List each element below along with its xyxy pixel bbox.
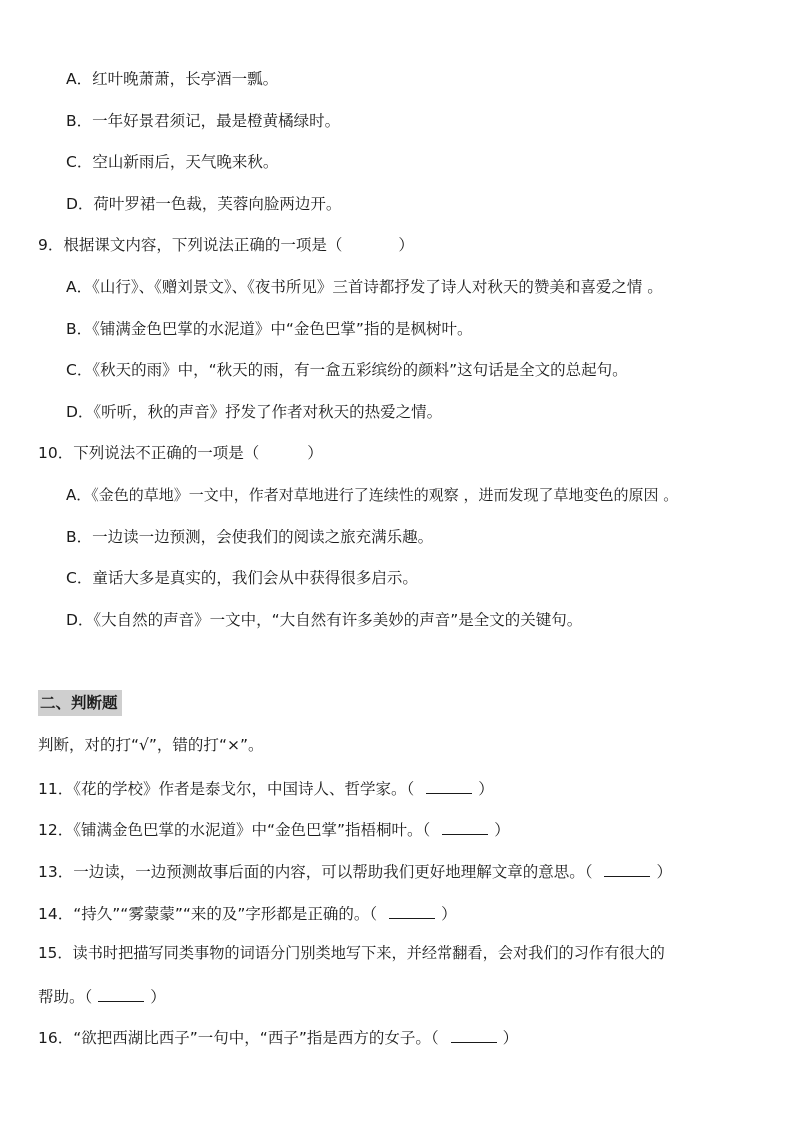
- judgment-11: [38, 776, 494, 800]
- q9-option-c: C．《秋天的雨》中，“秋天的雨，有一盒五彩缤纷的颜料”这句话是全文的总起句。: [66, 361, 628, 379]
- q10-option-b: B．一边读一边预测，会使我们的阅读之旅充满乐趣。: [66, 528, 434, 546]
- judgment-15-close: ）: [150, 988, 166, 1006]
- q8-option-a: A．红叶晚萧萧，长亭酒一瓢。: [66, 70, 279, 88]
- answer-blank[interactable]: [604, 859, 650, 877]
- q10-stem-text: 10．下列说法不正确的一项是（: [38, 444, 260, 462]
- q9-stem-text: 9．根据课文内容，下列说法正确的一项是（: [38, 236, 343, 254]
- judgment-11-text: 11．《花的学校》作者是泰戈尔，中国诗人、哲学家。（: [38, 780, 415, 798]
- judgment-15-cont: [38, 984, 166, 1008]
- judgment-13: [38, 859, 672, 883]
- section-title-judgment: 二、判断题: [38, 690, 122, 716]
- judgment-15-text: 15．读书时把描写同类事物的词语分门别类地写下来，并经常翻看，会对我们的习作有很大的: [38, 944, 665, 962]
- judgment-12: [38, 817, 510, 841]
- q10-option-c: C．童话大多是真实的，我们会从中获得很多启示。: [66, 569, 418, 587]
- answer-blank[interactable]: [98, 984, 144, 1002]
- judgment-13-text: 13．一边读，一边预测故事后面的内容，可以帮助我们更好地理解文章的意思。（: [38, 863, 593, 881]
- answer-blank[interactable]: [426, 776, 472, 794]
- q10-option-d: D．《大自然的声音》一文中，“大自然有许多美妙的声音”是全文的关键句。: [66, 611, 583, 629]
- judgment-12-close: ）: [494, 821, 510, 839]
- judgment-11-close: ）: [478, 780, 494, 798]
- q8-option-d: D．荷叶罗裙一色裁，芙蓉向脸两边开。: [66, 195, 342, 213]
- answer-blank[interactable]: [451, 1025, 497, 1043]
- q10-stem: [38, 442, 323, 464]
- q10-stem-close: ）: [307, 444, 323, 462]
- section-instruction: 判断，对的打“√”，错的打“×”。: [38, 736, 264, 754]
- q10-option-a: A．《金色的草地》一文中，作者对草地进行了连续性的观察 ，进而发现了草地变色的原因 。: [66, 486, 679, 504]
- judgment-15-cont-text: 帮助。（: [38, 988, 93, 1006]
- judgment-15: [38, 942, 665, 964]
- judgment-16: [38, 1025, 518, 1049]
- q9-option-d: D．《听听，秋的声音》抒发了作者对秋天的热爱之情。: [66, 403, 443, 421]
- answer-blank[interactable]: [442, 817, 488, 835]
- judgment-14-close: ）: [441, 905, 457, 923]
- judgment-16-close: ）: [502, 1029, 519, 1047]
- judgment-13-close: ）: [656, 863, 672, 881]
- judgment-14-text: 14．“持久”“雾蒙蒙”“来的及”字形都是正确的。（: [38, 905, 378, 923]
- judgment-12-text: 12．《铺满金色巴掌的水泥道》中“金色巴掌”指梧桐叶。（: [38, 821, 431, 839]
- q8-option-b: B．一年好景君须记，最是橙黄橘绿时。: [66, 112, 341, 130]
- q9-option-a: A．《山行》、《赠刘景文》、《夜书所见》三首诗都抒发了诗人对秋天的赞美和喜爱之情 。: [66, 278, 663, 296]
- q8-option-c: C．空山新雨后，天气晚来秋。: [66, 153, 279, 171]
- judgment-16-text: 16．“欲把西湖比西子”一句中，“西子”指是西方的女子。（: [38, 1029, 439, 1047]
- q9-stem: [38, 234, 414, 256]
- q9-stem-close: ）: [398, 236, 414, 254]
- judgment-14: [38, 901, 457, 925]
- answer-blank[interactable]: [389, 901, 435, 919]
- q9-option-b: B．《铺满金色巴掌的水泥道》中“金色巴掌”指的是枫树叶。: [66, 320, 473, 338]
